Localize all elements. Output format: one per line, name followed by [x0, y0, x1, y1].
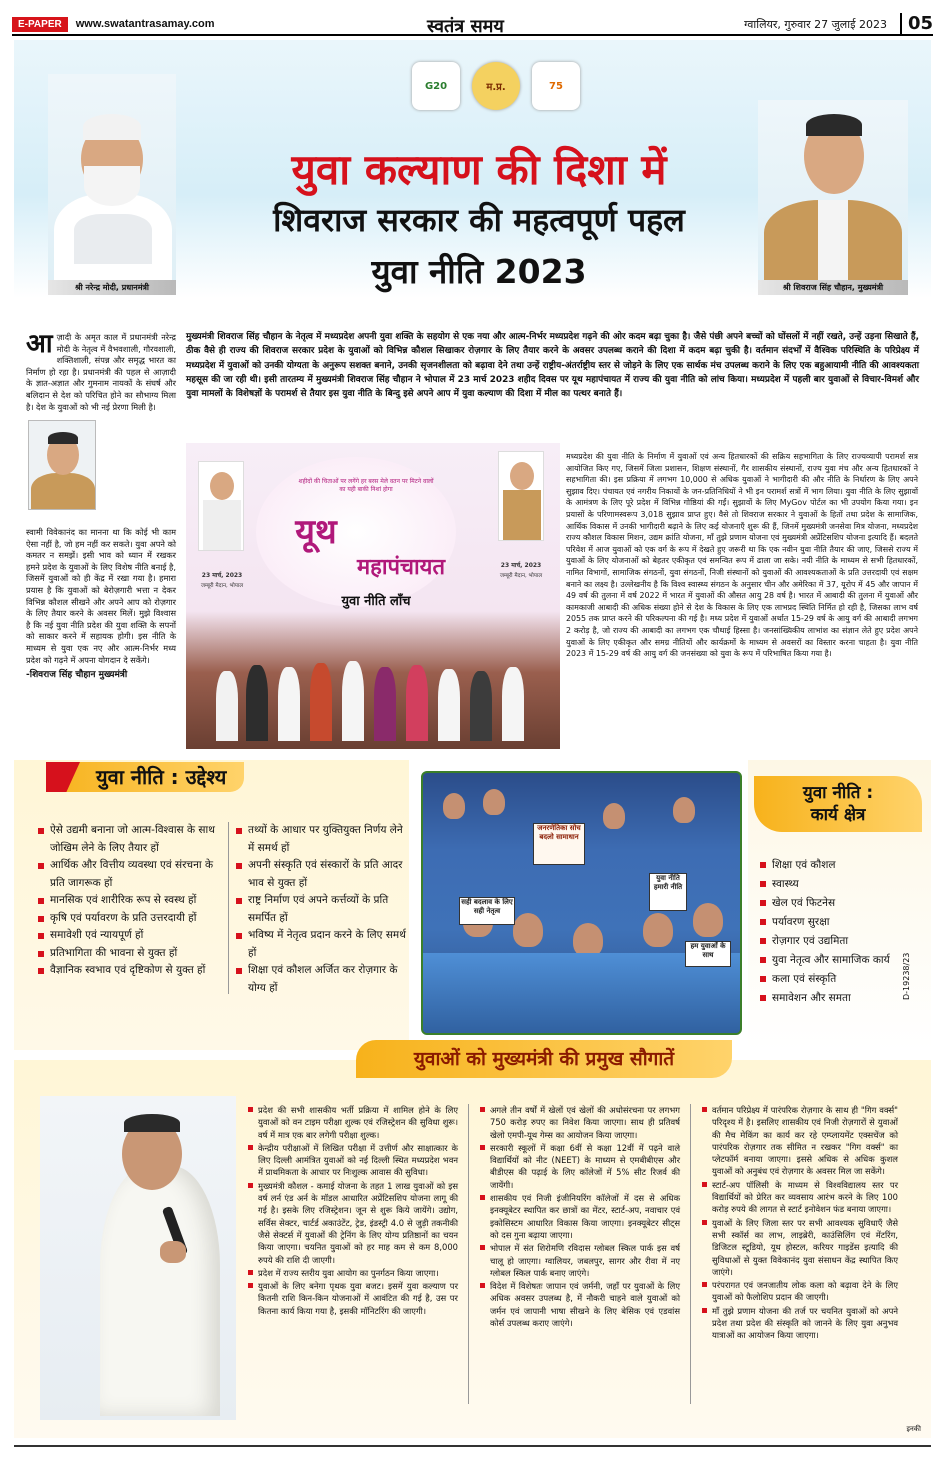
intro-paragraph-2: स्वामी विवेकानंद का मानना था कि कोई भी काम ऐसा नहीं है, जो हम नहीं कर सकते। युवा अपने को कमतर न समझें। इसी भाव को ध्यान में रखकर हमने प्रदेश के युवाओं के लिए विशेष नीति बनाई है, जिसमें युवाओं को ही केंद्र में रखा गया है। हमारा प्रयास है कि युवाओं को बेरोज़गारी भत्ता न देकर विभिन्न कौशल सीखने और अपने आप को रोज़गार के लिए तैयार करने के अवसर मिलें। मुझे विश्वास है कि नई युवा नीति प्रदेश की युवा शक्ति के सपनों को साकार करने में सहायक होगी। इस नीति के माध्यम से युवा एक नए और आत्म-निर्भर मध्य प्रदेश को गढ़ने में अपना योगदान दे सकेंगे। [26, 527, 176, 665]
objectives-panel [14, 760, 409, 1050]
work-area-item: पर्यावरण सुरक्षा [760, 913, 930, 932]
objectives-left-list [38, 822, 228, 980]
stage-venue-left: जम्बूरी मैदान, भोपाल [200, 583, 244, 589]
dropcap: आ [26, 329, 53, 359]
cm-speaking-photo [40, 1096, 236, 1420]
objective-item: शिक्षा एवं कौशल अर्जित कर रोज़गार के योग्य हों [236, 962, 408, 997]
objective-item: राष्ट्र निर्माण एवं अपने कर्त्तव्यों के प्रति समर्पित हों [236, 892, 408, 927]
gift-item: स्टार्ट-अप पॉलिसी के माध्यम से विश्वविद्यालय स्तर पर विद्यार्थियों को प्रेरित कर व्यवसाय आरंभ करने के लिए 100 करोड़ रुपये की लागत से स्टार्ट इनोवेशन फंड बनाया जाएगा। [702, 1179, 898, 1216]
page-number: 05 [900, 13, 933, 34]
students-rally-photo [421, 771, 742, 1035]
objective-item: वैज्ञानिक स्वभाव एवं दृष्टिकोण से युक्त हों [38, 962, 228, 980]
page-header [12, 14, 933, 36]
dateline: ग्वालियर, गुरुवार 27 जुलाई 2023 [744, 18, 887, 31]
gifts-column-3 [702, 1104, 898, 1343]
cm-caption: श्री शिवराज सिंह चौहान, मुख्यमंत्री [758, 280, 908, 295]
protest-sign-3: युवा नीति हमारी नीति [649, 873, 687, 911]
gift-item: केन्द्रीय परीक्षाओं में लिखित परीक्षा में उत्तीर्ण और साक्षात्कार के लिए दिल्ली आमंत्रित युवाओं को नई दिल्ली स्थित मध्यप्रदेश भवन में प्राथमिकता के आधार पर निःशुल्क आवास की सुविधा। [248, 1142, 458, 1179]
objective-item: आर्थिक और वित्तीय व्यवस्था एवं संरचना के प्रति जागरूक हों [38, 857, 228, 892]
gift-item: सरकारी स्कूलों में कक्षा 6वीं से कक्षा 12वीं में पढ़ने वाले विद्यार्थियों को नीट (NEET) के माध्यम से एमबीबीएस और बीडीएस की पढ़ाई के लिए कॉलेजों में 5% सीट रिजर्व की जायेंगी। [480, 1142, 680, 1191]
objective-item: ऐसे उद्यमी बनाना जो आत्म-विश्वास के साथ जोखिम लेने के लिए तैयार हों [38, 822, 228, 857]
gifts-column-1 [248, 1104, 458, 1318]
work-area-item: शिक्षा एवं कौशल [760, 856, 930, 875]
stage-banner-title-1: यूथ [295, 512, 337, 552]
gift-item: विदेश में विशेषतः जापान एवं जर्मनी, जहाँ पर युवाओं के लिए अधिक अवसर उपलब्ध है, में नौकरी चाहने वाले युवाओं को जर्मन एवं जापानी भाषा सीखने के लिए बेसिक एवं एडवांस कोर्स उपलब्ध कराए जाएंगे। [480, 1280, 680, 1329]
gift-item: मुख्यमंत्री कौशल - कमाई योजना के तहत 1 लाख युवाओं को इस वर्ष लर्न एंड अर्न के मॉडल आधारित अप्रेंटिसशिप योजना लागू की गई है। इसके लिए रजिस्ट्रेशन। जून से शुरू किये जायेंगे। उद्योग, सर्विस सेक्टर, चार्टर्ड अकाउंटेंट, ट्रेड, इंडस्ट्री 4.0 से जुड़ी तकनीकी जैसे सेक्टर्स में युवाओं की ट्रेनिंग के लिए योग्य प्रतिष्ठानों का चयन किया जाएगा। चयनित युवाओं को हर माह कम से कम 8,000 रुपये की राशि दी जाएगी। [248, 1180, 458, 1266]
work-area-item: रोज़गार एवं उद्यमिता [760, 932, 930, 951]
protest-sign-4: हम युवाओं के साथ [685, 941, 731, 967]
stage-pm-poster [198, 461, 244, 551]
objective-item: भविष्य में नेतृत्व प्रदान करने के लिए समर्थ हों [236, 927, 408, 962]
intro-paragraph-1: ज़ादी के अमृत काल में प्रधानमंत्री नरेन्द्र मोदी के नेतृत्व में वैभवशाली, गौरवशाली, शक्तिशाली, संपन्न और समृद्ध भारत का निर्माण हो रहा है। प्रधानमंत्री की पहल से आज़ादी के ज्ञात-अज्ञात और गुमनाम नायकों के संघर्ष और बलिदान से देश को परिचित होने का सौभाग्य मिला है। देश के युवाओं को भी नई प्रेरणा मिली है। [26, 332, 176, 412]
intro-column-continued [26, 527, 176, 682]
gift-item: युवाओं के लिए जिला स्तर पर सभी आवश्यक सुविधाएँ जैसे सभी स्कॉर्स का लाभ, लाइब्रेरी, काउंसिलिंग एवं मेंटरिंग, डिजिटल स्टूडियो, यूथ होस्टल, करियर गाइडेंस इत्यादि की सुविधाओं से युक्त विवेकानंद युवा संसाधन केंद्र स्थापित किए जाएंगे। [702, 1217, 898, 1278]
stage-banner-quote: शहीदों की चिताओं पर लगेंगे हर बरस मेले वतन पर मिटने वालों का यही बाकी निशां होगा [298, 478, 434, 493]
objective-item: मानसिक एवं शारीरिक रूप से स्वस्थ हों [38, 892, 228, 910]
policy-article: मध्यप्रदेश की युवा नीति के निर्माण में युवाओं एवं अन्य हितधारकों की सक्रिय सहभागिता के लिए राज्यव्यापी परामर्श सत्र आयोजित किए गए, जिसमें जिला प्रशासन, शिक्षण संस्थानों, गैर शासकीय संस्थानों, राज्य युवा मंच और अन्य हितधारकों ने सहभागिता की। इस प्रक्रिया में लगभग 10,000 से अधिक युवाओं ने भागीदारी की और नीति के निर्धारण के लिए अपने सुझाव दिए। पंचायत एवं नगरीय निकायों के जन-प्रतिनिधियों ने भी इन परामर्श सत्रों में भाग लिया। युवा नीति के लिए सुझावों के आमंत्रण के लिए पूरे प्रदेश में विभिन्न गोष्ठियां की गईं। सुझावों के लिए MyGov पोर्टल का भी उपयोग किया गया। इन प्रयासों के परिणामस्वरूप 3,018 सुझाव प्राप्त हुए। वैसे तो शिवराज सरकार ने युवाओं के हितों तथा प्रदेश के सामाजिक, आर्थिक विकास में उनकी भागीदारी बढ़ाने के लिए कई योजनाएँ शुरू की हैं, जिनमें मुख्यमंत्री जनसेवा मित्र योजना, मध्यप्रदेश राज्य कौशल विकास मिशन, उद्यम क्रांति योजना, माँ तुझे प्रणाम योजना एवं मुख्यमंत्री अप्रेंटिसशिप योजना इत्यादि हैं। बदलते परिवेश में आज युवाओं को एक वर्ग के रूप में देखते हुए जरूरी था कि एक नवीन युवा नीति तैयार की जाए, जिससे राज्य में युवाओं के लिए योजनाओं को बेहतर एकीकृत एवं समन्वित रूप में ढाला जा सके। नयी नीति के माध्यम से सभी हितधारकों, नामित विभागों, सामाजिक संगठनों, युवा संगठनों, निजी संस्थानों को युवाओं की आवश्यकताओं के प्रति उत्तरदायी एवं सक्षम बनाने का लक्ष्य है। उल्लेखनीय है कि विश्व स्वास्थ्य संगठन के अनुसार चीन और अमेरिका में 37, यूरोप में 45 और जापान में 49 वर्ष की तुलना में वर्ष 2022 में भारत में युवाओं की औसत आयु 28 वर्ष है। भारत में आबादी की तुलना में युवाओं और कामकाजी आबादी की अधिक संख्या होने से देश के विकास के लिए एक लाभप्रद स्थिति निर्मित हो रही है, जिसका लाभ वर्ष 2055 तक प्राप्त करने की परिकल्पना की गई है। मध्य प्रदेश में युवाओं अर्थात 15-29 वर्ष के आयु वर्ग की आबादी लगभग 2 करोड़ है, जो राज्य की आबादी का लगभग एक चौथाई हिस्सा है। जनसांख्यिकीय लाभांश का संज्ञान लेते हुए प्रदेश अपने युवाओं के लिए एकीकृत और समग्र नीतियों और कार्यक्रमों के माध्यम से अवसरों का विस्तार करना चाहता है। युवा नीति 2023 में 15-29 वर्ष की आयु वर्ग की जनसंख्या को युवा के रूप में परिभाषित किया गया है। [566, 452, 918, 659]
work-areas-panel [748, 760, 931, 1050]
hero-title: युवा कल्याण की दिशा में [291, 145, 667, 194]
mp-govt-logo: म.प्र. [472, 62, 520, 110]
work-area-item: कला एवं संस्कृति [760, 970, 930, 989]
work-area-item: खेल एवं फिटनेस [760, 894, 930, 913]
gifts-column-2 [480, 1104, 680, 1330]
gift-item: भोपाल में संत शिरोमणि रविदास ग्लोबल स्किल पार्क इस वर्ष चालू हो जाएगा। ग्वालियर, जबलपुर, सागर और रीवा में नए ग्लोबल स्किल पार्क बनाए जाएंगे। [480, 1242, 680, 1279]
work-area-item: समावेशन और समता [760, 989, 930, 1008]
objective-item: समावेशी एवं न्यायपूर्ण हों [38, 927, 228, 945]
objective-item: अपनी संस्कृति एवं संस्कारों के प्रति आदर भाव से युक्त हों [236, 857, 408, 892]
intro-signoff: -शिवराज सिंह चौहान मुख्यमंत्री [26, 670, 128, 681]
lead-paragraph: मुख्यमंत्री शिवराज सिंह चौहान के नेतृत्व में मध्यप्रदेश अपनी युवा शक्ति के सहयोग से एक नया और आत्म-निर्भर मध्यप्रदेश गढ़ने की ओर कदम बढ़ा चुका है। जैसे पंछी अपने बच्चों को घोंसलों में नहीं रखते, उन्हें उड़ना सिखाते हैं, ठीक वैसे ही राज्य की शिवराज सरकार प्रदेश के युवाओं को विभिन्न कौशल सिखाकर रोज़गार के लिए तैयार करने के अवसर उपलब्ध कराने की दिशा में कदम बढ़ा चुकी है। वर्तमान संदर्भों में वैश्विक परिस्थिति के परिप्रेक्ष्य में मध्यप्रदेश में युवाओं को उनकी योग्यता के अनुरूप सशक्त बनाने, उनकी सृजनशीलता को बढ़ावा देने तथा उन्हें राष्ट्रीय-अंतर्राष्ट्रीय स्तर से जोड़ने के लिए एक सार्थक मंच उपलब्ध कराने के लिए एक बहुआयामी नीति की आवश्यकता महसूस की जा रही थी। इसी तारतम्य में मुख्यमंत्री शिवराज सिंह चौहान ने भोपाल में 23 मार्च 2023 शहीद दिवस पर यूथ महापंचायत में राज्य की युवा नीति को लांच किया। मध्यप्रदेश में पहली बार युवाओं से विचार-विमर्श और युवा मामलों के विशेषज्ञों के परामर्श से तैयार इस युवा नीति के बिन्दु इसे अपने आप में युवा कल्याण की दिशा में मील का पत्थर बनाते हैं। [186, 332, 919, 400]
footnote: इनकी [906, 1425, 921, 1433]
hero-policy-title: युवा नीति 2023 [371, 252, 587, 291]
stage-banner-sub: युवा नीति लॉंच [341, 594, 411, 609]
gift-item: शासकीय एवं निजी इंजीनियरिंग कॉलेजों में दस से अधिक इनक्यूबेटर स्थापित कर छात्रों का मेंटर, स्टार्ट-अप, नवाचार एवं इकोसिस्टम आधारित विकास किया जाएगा। इनक्यूबेटर सीट्स को दस गुना बढ़ाया जाएगा। [480, 1192, 680, 1241]
gift-item: प्रदेश में राज्य स्तरीय युवा आयोग का पुनर्गठन किया जाएगा। [248, 1267, 458, 1279]
work-area-item: युवा नेतृत्व और सामाजिक कार्य [760, 951, 930, 970]
epaper-badge: E-PAPER [12, 17, 68, 32]
objectives-right-list [236, 822, 408, 997]
advertisement-code: D-19238/23 [902, 952, 911, 1000]
stage-date-right: 23 मार्च, 2023 [500, 562, 542, 569]
youth-mahapanchayat-photo [186, 443, 560, 749]
gift-item: वर्तमान परिप्रेक्ष्य में पारंपरिक रोज़गार के साथ ही "गिग वर्क्स" परिदृश्य में है। इसलिए शासकीय एवं निजी रोज़गारों से युवाओं की मैच मेकिंग का कार्य कर रहे एम्प्लायमेंट एक्सचेंज को पारंपरिक रोज़गार तक सीमित न रखकर "गिग वर्क्स" का प्लेटफॉर्म बनाया जाएगा। इससे अधिक से अधिक कुशल युवाओं को अनुबंध एवं रोज़गार के अवसर मिल जा सकेंगे। [702, 1104, 898, 1178]
gift-item: परंपरागत एवं जनजातीय लोक कला को बढ़ावा देने के लिए युवाओं को फैलोशिप प्रदान की जाएगी। [702, 1279, 898, 1304]
logo-row [412, 62, 580, 110]
stage-dignitaries [216, 651, 516, 741]
masthead: स्वतंत्र समय [427, 16, 504, 37]
protest-sign-1: जनरणेतिका सोच बदलो सामाधान [533, 823, 585, 865]
work-area-item: स्वास्थ्य [760, 875, 930, 894]
objectives-title: युवा नीति : उद्देश्य [46, 762, 244, 792]
objective-item: कृषि एवं पर्यावरण के प्रति उत्तरदायी हों [38, 910, 228, 928]
gift-item: युवाओं के लिए बनेगा पृथक युवा बजट। इसमें युवा कल्याण पर कितनी राशि किन-किन योजनाओं में आवंटित की गई है, उस पर कितना कार्य किया गया है, इसकी मॉनिटरिंग की जाएगी। [248, 1280, 458, 1317]
protest-sign-2: सही बदलाव के लिए सही नेतृत्व [459, 897, 515, 925]
hero-banner [14, 40, 931, 298]
gifts-title: युवाओं को मुख्यमंत्री की प्रमुख सौगातें [356, 1040, 732, 1078]
work-areas-title: युवा नीति : कार्य क्षेत्र [754, 776, 922, 832]
stage-cm-poster [498, 451, 544, 541]
g20-logo: G20 [412, 62, 460, 110]
objective-item: तथ्यों के आधार पर युक्तियुक्त निर्णय लेने में समर्थ हों [236, 822, 408, 857]
objective-item: प्रतिभागिता की भावना से युक्त हों [38, 945, 228, 963]
stage-venue-right: जम्बूरी मैदान, भोपाल [499, 573, 543, 579]
cm-small-portrait [28, 420, 96, 510]
site-url[interactable]: www.swatantrasamay.com [75, 18, 215, 30]
intro-column [26, 329, 176, 415]
stage-banner-title-2: महापंचायत [356, 555, 445, 580]
pm-caption: श्री नरेन्द्र मोदी, प्रधानमंत्री [48, 280, 176, 295]
gift-item: प्रदेश की सभी शासकीय भर्ती प्रक्रिया में शामिल होने के लिए युवाओं को वन टाइम परीक्षा शुल्क एवं रजिस्ट्रेशन की सुविधा शुरू। वर्ष में मात्र एक बार लगेगी परीक्षा शुल्क। [248, 1104, 458, 1141]
pm-portrait [48, 74, 176, 280]
hero-subtitle: शिवराज सरकार की महत्वपूर्ण पहल [273, 201, 685, 239]
gift-item: माँ तुझे प्रणाम योजना की तर्ज पर चयनित युवाओं को अपने प्रदेश तथा प्रदेश की संस्कृति को जानने के लिए युवा अनुभव यात्राओं का आयोजन किया जाएगा। [702, 1305, 898, 1342]
azadi-logo: 75 [532, 62, 580, 110]
gift-item: अगले तीन वर्षों में खेलों एवं खेलों की अधोसंरचना पर लगभग 750 करोड़ रुपए का निवेश किया जाएगा। साथ ही प्रतिवर्ष खेलो एमपी-यूथ गेम्स का आयोजन किया जाएगा। [480, 1104, 680, 1141]
stage-date-left: 23 मार्च, 2023 [201, 572, 243, 579]
